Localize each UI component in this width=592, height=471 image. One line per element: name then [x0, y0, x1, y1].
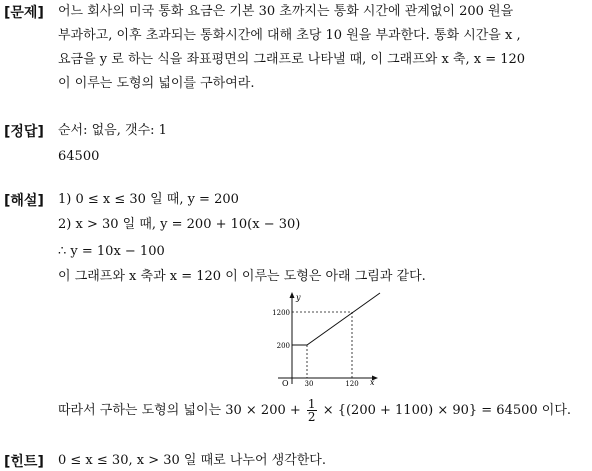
- final-prefix: 따라서 구하는 도형의 넓이는 30 × 200 +: [58, 403, 301, 418]
- function-line: [292, 293, 380, 345]
- fraction-numerator: 1: [307, 397, 316, 411]
- x-tick-30: 30: [304, 380, 314, 388]
- answer-label: [정답]: [4, 124, 44, 140]
- y-tick-200: 200: [276, 342, 290, 350]
- problem-line-3: 요금을 y 로 하는 식을 좌표평면의 그래프로 나타낼 때, 이 그래프와 x 축, x = 120: [58, 52, 526, 67]
- solution-line-1: 1) 0 ≤ x ≤ 30 일 때, y = 200: [58, 192, 239, 207]
- solution-label: [해설]: [4, 193, 44, 209]
- origin-label: O: [282, 379, 289, 388]
- problem-line-1: 어느 회사의 미국 통화 요금은 기본 30 초까지는 통화 시간에 관계없이 200 원을: [58, 4, 514, 19]
- solution-line-4: 이 그래프와 x 축과 x = 120 이 이루는 도형은 아래 그림과 같다.: [58, 269, 426, 284]
- answer-line-1: 순서: 없음, 갯수: 1: [58, 123, 167, 138]
- area-graph: [262, 290, 392, 390]
- x-axis-label: x: [370, 378, 375, 387]
- x-tick-120: 120: [345, 380, 359, 388]
- problem-line-2: 부과하고, 이후 초과되는 통화시간에 대해 초당 10 원을 부과한다. 통화 시간을 x ,: [58, 28, 521, 43]
- problem-line-4: 이 이루는 도형의 넓이를 구하여라.: [58, 76, 255, 91]
- y-tick-1200: 1200: [272, 309, 290, 317]
- problem-label: [문제]: [4, 5, 44, 21]
- solution-line-2: 2) x > 30 일 때, y = 200 + 10(x − 30): [58, 217, 301, 232]
- solution-line-3: ∴ y = 10x − 100: [58, 244, 165, 259]
- solution-final-line: [58, 398, 571, 423]
- fraction-one-half: [307, 398, 317, 423]
- y-axis-label: y: [296, 293, 301, 302]
- answer-value: 64500: [58, 149, 100, 164]
- fraction-denominator: 2: [307, 410, 316, 424]
- y-axis-arrow: [290, 292, 295, 298]
- final-suffix: × {(200 + 1100) × 90} = 64500 이다.: [322, 403, 572, 418]
- hint-label: [힌트]: [4, 454, 44, 470]
- hint-text: 0 ≤ x ≤ 30, x > 30 일 때로 나누어 생각한다.: [58, 453, 326, 468]
